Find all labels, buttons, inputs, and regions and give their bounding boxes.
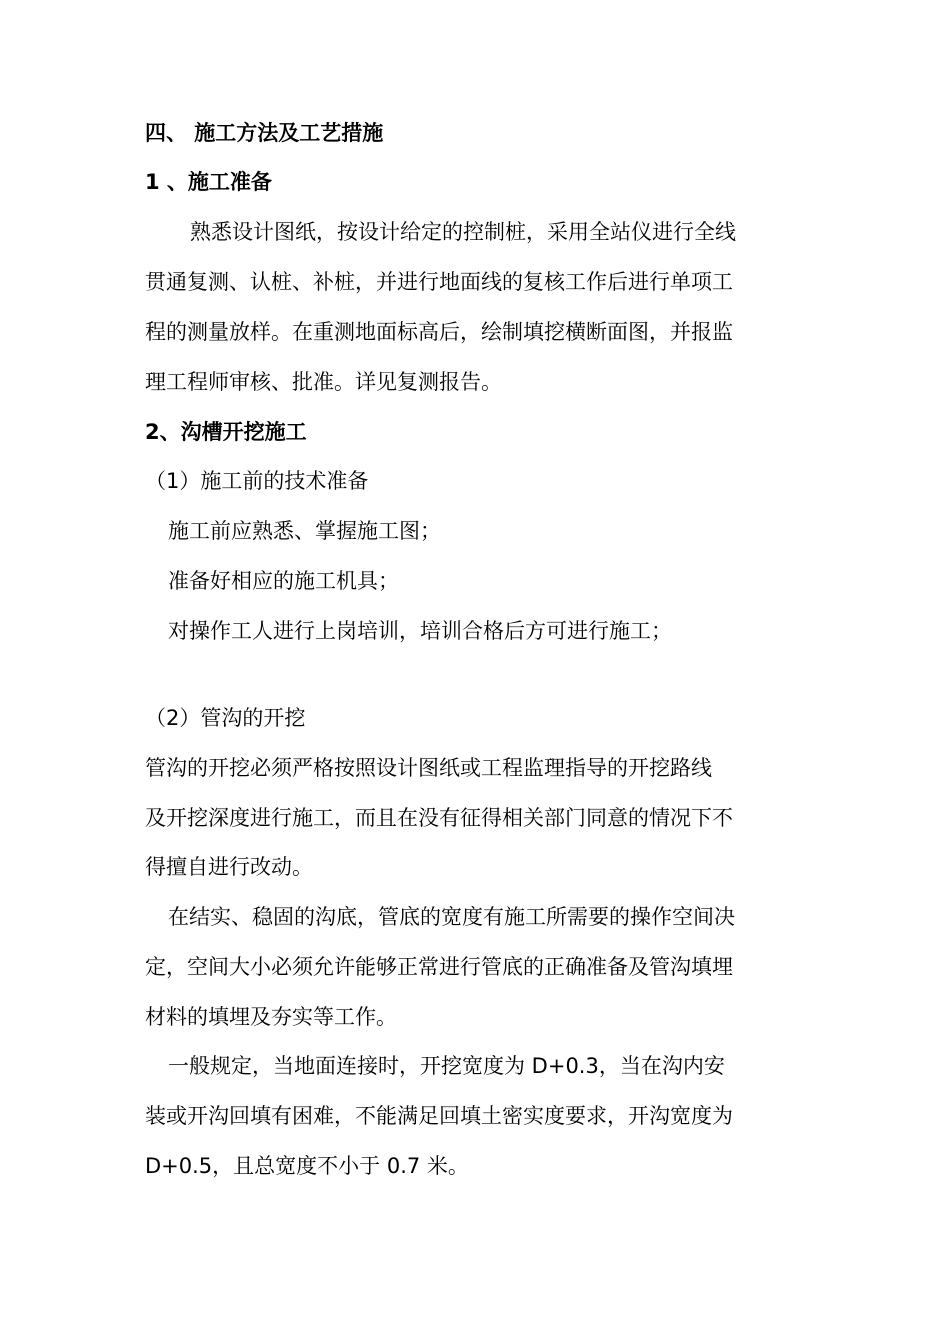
section-heading: 四、 施工方法及工艺措施 xyxy=(145,121,384,145)
sub1-paragraph-line: 理工程师审核、批准。详见复测报告。 xyxy=(145,370,502,394)
para-a-line: 管沟的开挖必须严格按照设计图纸或工程监理指导的开挖路线 xyxy=(145,756,712,780)
item1-line: 准备好相应的施工机具； xyxy=(168,569,399,593)
para-b-line: 定，空间大小必须允许能够正常进行管底的正确准备及管沟填埋 xyxy=(145,955,733,979)
para-b-line: 在结实、稳固的沟底，管底的宽度有施工所需要的操作空间决 xyxy=(168,905,735,929)
para-c-line: 装或开沟回填有困难，不能满足回填土密实度要求，开沟宽度为 xyxy=(145,1104,733,1128)
item1-line: 施工前应熟悉、掌握施工图； xyxy=(168,519,441,543)
para-c-line: 一般规定，当地面连接时，开挖宽度为 D+0.3，当在沟内安 xyxy=(168,1054,725,1078)
sub2-heading: 2、沟槽开挖施工 xyxy=(145,420,307,444)
item1-line: 对操作工人进行上岗培训，培训合格后方可进行施工； xyxy=(168,619,672,643)
para-a-line: 得擅自进行改动。 xyxy=(145,855,313,879)
sub1-paragraph-line: 熟悉设计图纸，按设计给定的控制桩，采用全站仪进行全线 xyxy=(190,220,736,244)
sub1-heading: 1 、施工准备 xyxy=(145,170,272,194)
para-a-line: 及开挖深度进行施工，而且在没有征得相关部门同意的情况下不 xyxy=(145,806,733,830)
item1-heading: （1）施工前的技术准备 xyxy=(145,469,369,493)
sub1-paragraph-line: 程的测量放样。在重测地面标高后，绘制填挖横断面图，并报监 xyxy=(145,320,733,344)
item2-heading: （2）管沟的开挖 xyxy=(145,706,306,730)
sub1-paragraph-line: 贯通复测、认桩、补桩，并进行地面线的复核工作后进行单项工 xyxy=(145,270,733,294)
para-b-line: 材料的填埋及夯实等工作。 xyxy=(145,1005,397,1029)
para-c-line: D+0.5，且总宽度不小于 0.7 米。 xyxy=(145,1154,469,1178)
